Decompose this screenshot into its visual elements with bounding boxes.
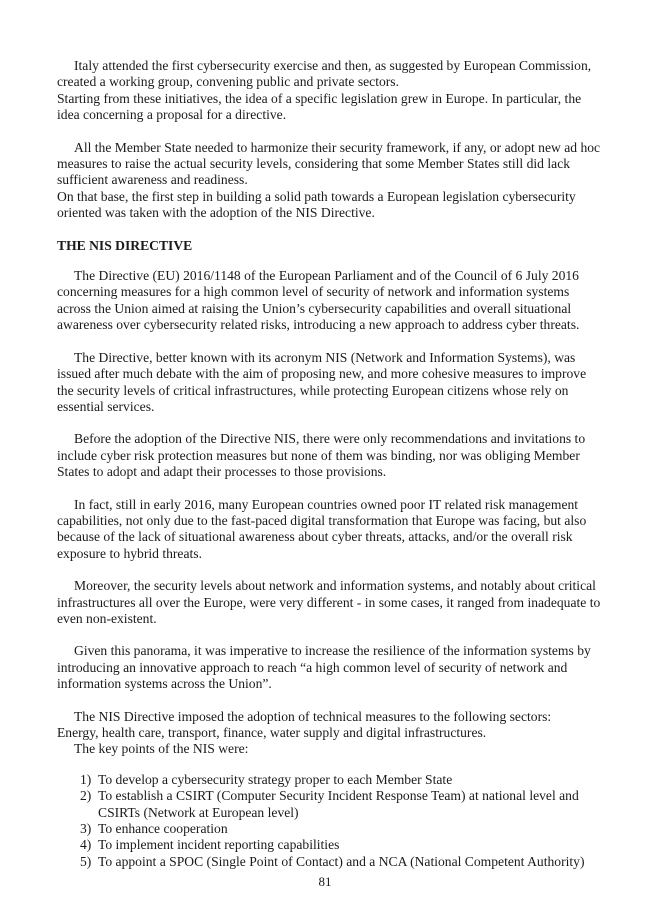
key-points-list — [57, 772, 594, 870]
text-line: introducing an innovative approach to reach “a high common level of security of network and — [57, 659, 568, 675]
text-line: The NIS Directive imposed the adoption of technical measures to the following sectors: — [74, 708, 552, 724]
text-line: The Directive, better known with its acronym NIS (Network and Information Systems), was — [74, 349, 576, 365]
page-number: 81 — [318, 874, 332, 889]
text-line: idea concerning a proposal for a directive. — [57, 107, 287, 123]
list-item-text: To develop a cybersecurity strategy proper to each Member State — [98, 771, 453, 787]
paragraph-nis-acronym — [57, 350, 594, 416]
paragraph-early-2016 — [57, 497, 594, 563]
text-line: infrastructures all over the Europe, were very different - in some cases, it ranged from inadequate to — [57, 594, 601, 610]
text-line: across the Union aimed at raising the Union’s cybersecurity capabilities and overall situational — [57, 300, 572, 316]
text-line: The key points of the NIS were: — [74, 741, 249, 757]
list-item-number: 1) — [80, 771, 92, 787]
text-line: essential services. — [57, 398, 155, 414]
text-line: exposure to hybrid threats. — [57, 545, 202, 561]
text-line: measures to raise the actual security levels, considering that some Member States still did lack — [57, 156, 571, 172]
list-item-number: 5) — [80, 853, 92, 869]
list-item — [80, 854, 594, 870]
list-item-number: 3) — [80, 821, 92, 837]
text-line: the security levels of critical infrastructures, while protecting European citizens whose rely on — [57, 382, 569, 398]
list-item-number: 2) — [80, 788, 92, 804]
list-item-text: To establish a CSIRT (Computer Security Incident Response Team) at national level and — [98, 788, 579, 804]
text-line: The Directive (EU) 2016/1148 of the European Parliament and of the Council of 6 July 2016 — [74, 268, 579, 284]
section-heading: THE NIS DIRECTIVE — [57, 237, 193, 253]
text-line: created a working group, convening public and private sectors. — [57, 74, 399, 90]
text-line: because of the lack of situational awareness about cyber threats, attacks, and/or the overall risk — [57, 529, 573, 545]
text-line: Before the adoption of the Directive NIS, there were only recommendations and invitations to — [74, 431, 586, 447]
text-line: capabilities, not only due to the fast-paced digital transformation that Europe was facing, but also — [57, 512, 587, 528]
list-item-text: To appoint a SPOC (Single Point of Contact) and a NCA (National Competent Authority) — [98, 853, 585, 869]
list-item-text: To implement incident reporting capabilities — [98, 837, 340, 853]
text-line: even non-existent. — [57, 610, 157, 626]
text-line: On that base, the first step in building a solid path towards a European legislation cybersecurity — [57, 188, 576, 204]
list-item — [80, 821, 594, 837]
text-line: Starting from these initiatives, the idea of a specific legislation grew in Europe. In particular, the — [57, 90, 582, 106]
text-line: In fact, still in early 2016, many European countries owned poor IT related risk management — [74, 496, 579, 512]
text-line: oriented was taken with the adoption of the NIS Directive. — [57, 205, 375, 221]
list-item-text: CSIRTs (Network at European level) — [98, 804, 299, 820]
paragraph-member-states — [57, 139, 601, 222]
paragraph-security-levels — [57, 578, 601, 627]
paragraph-before-adoption — [57, 431, 594, 480]
text-line: All the Member State needed to harmonize their security framework, if any, or adopt new ad hoc — [74, 139, 601, 155]
list-item — [80, 788, 594, 821]
list-item — [80, 772, 594, 788]
paragraph-italy-exercise — [57, 58, 594, 124]
text-line: issued after much debate with the aim of proposing new, and more cohesive measures to improve — [57, 366, 587, 382]
text-line: sufficient awareness and readiness. — [57, 172, 248, 188]
text-line: concerning measures for a high common level of security of network and information systems — [57, 284, 570, 300]
text-line: Given this panorama, it was imperative to increase the resilience of the information systems by — [74, 643, 591, 659]
list-item-number: 4) — [80, 837, 92, 853]
text-line: awareness over cybersecurity related risks, introducing a new approach to address cyber threats. — [57, 317, 580, 333]
text-line: States to adopt and adapt their processes to those provisions. — [57, 464, 387, 480]
list-item-text: To enhance cooperation — [98, 821, 228, 837]
text-line: Italy attended the first cybersecurity exercise and then, as suggested by European Commission, — [74, 58, 592, 73]
text-line: Moreover, the security levels about network and information systems, and notably about critical — [74, 578, 596, 594]
list-item — [80, 837, 594, 853]
text-line: Energy, health care, transport, finance, water supply and digital infrastructures. — [57, 725, 487, 740]
text-line: information systems across the Union”. — [57, 676, 272, 692]
paragraph-panorama — [57, 643, 594, 692]
paragraph-directive-definition — [57, 268, 594, 334]
text-line: include cyber risk protection measures but none of them was binding, nor was obliging Member — [57, 447, 580, 463]
paragraph-sectors — [57, 709, 594, 758]
